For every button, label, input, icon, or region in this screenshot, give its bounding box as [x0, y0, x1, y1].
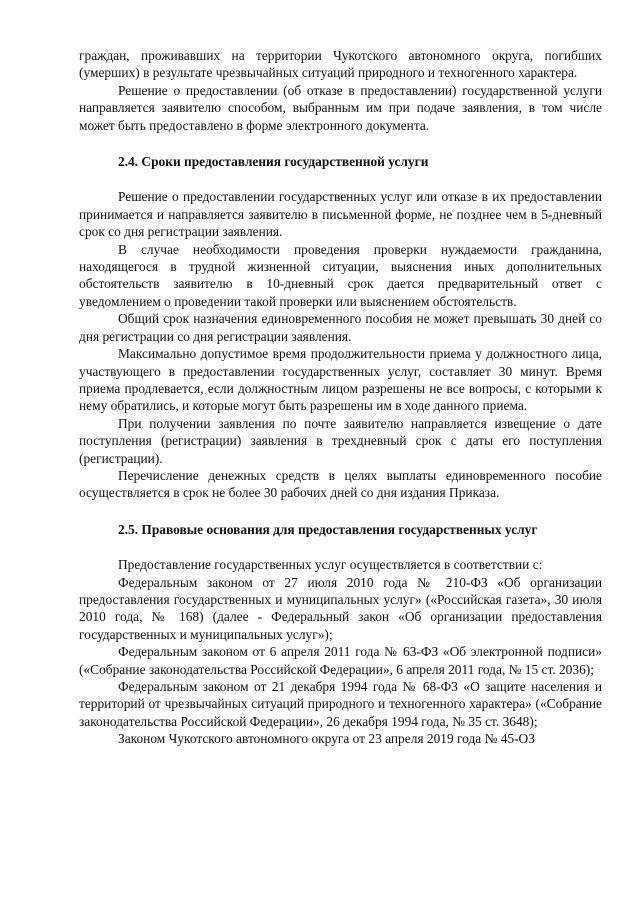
paragraph-payment-transfer: Перечисление денежных средств в целях выплаты единовременного пособие осуществляется в срок не более 30 рабочих дней со дня издания Приказа.: [79, 467, 602, 501]
paragraph-legal-basis-intro: Предоставление государственных услуг осуществляется в соответствии с:: [118, 557, 543, 573]
paragraph-postal-notice: При получении заявления по почте заявителю направляется извещение о дате поступления (регистрации) заявления в трехдневный срок с даты его поступления (регистрации).: [79, 415, 602, 466]
document-body: [79, 47, 602, 748]
paragraph-verification: В случае необходимости проведения проверки нуждаемости гражданина, находящегося в трудной жизненной ситуации, выяснения иных дополнительных обстоятельств заявителю в 10-дневный срок дается предварительный ответ с уведомлением о проведении такой проверки или выяснением обстоятельств.: [79, 241, 602, 309]
paragraph-total-term: Общий срок назначения единовременного пособия не может превышать 30 дней со дня регистрации со дня регистрации заявления.: [79, 311, 602, 344]
paragraph-continuation: граждан, проживавших на территории Чукотского автономного округа, погибших (умерших) в результате чрезвычайных ситуаций природного и техногенного характера.: [79, 48, 602, 81]
paragraph-law-68-fz: Федеральным законом от 21 декабря 1994 года № 68-ФЗ «О защите населения и территорий от чрезвычайных ситуаций природного и техногенного характера» («Собрание законодательства Российской Федерации», 26 декабря 1994 года, № 35 ст. 3648);: [79, 679, 602, 729]
section-heading-2-5: 2.5. Правовые основания для предоставления государственных услуг: [118, 521, 538, 537]
paragraph-law-210-fz: Федеральным законом от 27 июля 2010 года № 210-ФЗ «Об организации предоставления государственных и муниципальных услуг» («Российская газета», 30 июля 2010 года, № 168) (далее - Федеральный закон «Об организации предоставления государственных и муниципальных услуг»);: [79, 574, 602, 642]
paragraph-decision-delivery: Решение о предоставлении (об отказе в предоставлении) государственной услуги направляется заявителю способом, выбранным им при подаче заявления, в том числе может быть предоставлено в форме электронного документа.: [79, 82, 602, 133]
paragraph-reception-time: Максимально допустимое время продолжительности приема у должностного лица, участвующего в предоставлении государственных услуг, составляет 30 минут. Время приема продлевается, если должностным лицом разрешены не все вопросы, с которыми к нему обратились, и которые могут быть разрешены им в ходе данного приема.: [79, 346, 602, 414]
paragraph-regional-law-45-oz: Законом Чукотского автономного округа от 23 апреля 2019 года № 45-ОЗ: [118, 731, 535, 747]
paragraph-decision-deadline: Решение о предоставлении государственных услуг или отказе в их предоставлении принимается и направляется заявителю в письменной форме, не позднее чем в 5-дневный срок со дня регистрации заявления.: [79, 189, 602, 240]
section-heading-2-4: 2.4. Сроки предоставления государственной услуги: [118, 154, 429, 170]
paragraph-law-63-fz: Федеральным законом от 6 апреля 2011 года № 63-ФЗ «Об электронной подписи» («Собрание законодательства Российской Федерации», 6 апреля 2011 года, № 15 ст. 2036);: [79, 644, 602, 677]
